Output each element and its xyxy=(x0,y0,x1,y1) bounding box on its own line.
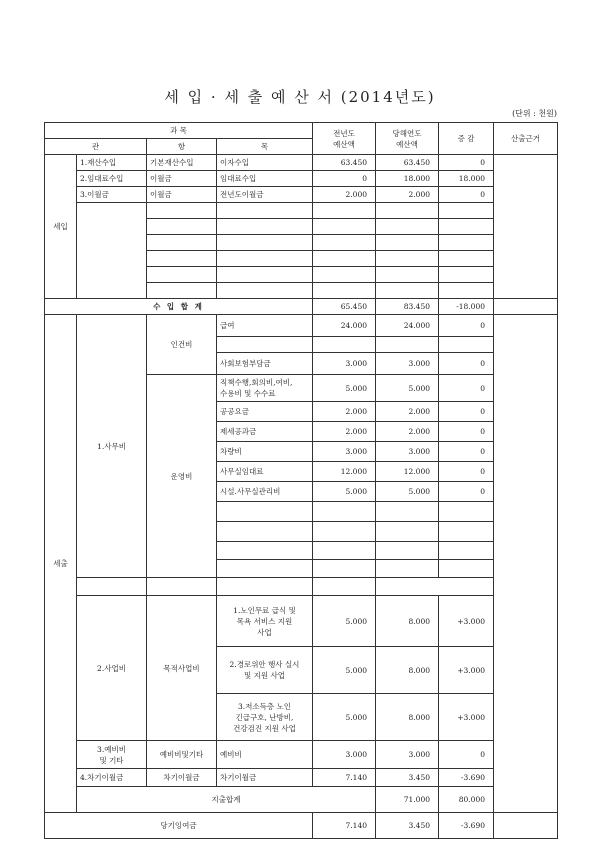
header-hang: 항 xyxy=(147,139,217,155)
document-title: 세 입 · 세 출 예 산 서 (2014년도) xyxy=(164,88,436,106)
operation-prev: 5.000 xyxy=(313,482,376,502)
expense-basis xyxy=(494,315,558,813)
header-mok: 목 xyxy=(217,139,313,155)
operation-diff: 0 xyxy=(439,462,494,482)
reserve-gwan: 3.예비비 및 기타 xyxy=(77,741,147,769)
operation-curr: 5.000 xyxy=(376,375,439,402)
reserve-curr: 3.000 xyxy=(376,741,439,769)
business-hang: 목적사업비 xyxy=(147,596,217,741)
business-prev: 5.000 xyxy=(313,694,376,741)
reserve-mok: 예비비 xyxy=(217,741,313,769)
income-hang: 이월금 xyxy=(147,171,217,187)
income-basis xyxy=(494,155,558,299)
operation-mok: 제세공과금 xyxy=(217,422,313,442)
income-curr: 18.000 xyxy=(376,171,439,187)
expense-total-curr: 80.000 xyxy=(439,787,494,813)
expense-total-row xyxy=(45,787,558,813)
carry-prev: 7.140 xyxy=(313,769,376,787)
operation-mok: 차량비 xyxy=(217,442,313,462)
expense-label: 세출 xyxy=(45,315,77,813)
empty-row xyxy=(45,203,558,219)
carry-gwan: 4.차기이월금 xyxy=(77,769,147,787)
income-label: 세입 xyxy=(45,155,77,299)
operation-diff: 0 xyxy=(439,402,494,422)
surplus-diff: -3.690 xyxy=(439,813,494,839)
personnel-diff: 0 xyxy=(439,353,494,375)
operation-curr: 12.000 xyxy=(376,462,439,482)
income-total-prev: 65.450 xyxy=(313,299,376,315)
income-hang: 기본재산수입 xyxy=(147,155,217,171)
table-row xyxy=(45,315,558,337)
operation-prev: 5.000 xyxy=(313,375,376,402)
income-total-curr: 83.450 xyxy=(376,299,439,315)
operation-diff xyxy=(439,522,494,542)
carry-curr: 3.450 xyxy=(376,769,439,787)
operation-curr: 2.000 xyxy=(376,422,439,442)
income-mok: 전년도이월금 xyxy=(217,187,313,203)
income-prev: 2.000 xyxy=(313,187,376,203)
header-row-1 xyxy=(45,123,558,139)
header-curr: 당해연도 예산액 xyxy=(376,123,439,155)
reserve-diff: 0 xyxy=(439,741,494,769)
income-mok: 임대료수입 xyxy=(217,171,313,187)
operation-diff xyxy=(439,502,494,522)
personnel-mok: 사회보험부담금 xyxy=(217,353,313,375)
business-diff: +3.000 xyxy=(439,647,494,694)
income-diff: 0 xyxy=(439,187,494,203)
operation-prev: 2.000 xyxy=(313,422,376,442)
operation-mok: 사무실임대료 xyxy=(217,462,313,482)
operation-diff: 0 xyxy=(439,482,494,502)
carry-diff: -3.690 xyxy=(439,769,494,787)
income-diff: 18.000 xyxy=(439,171,494,187)
income-gwan: 1.재산수입 xyxy=(77,155,147,171)
operation-diff: 0 xyxy=(439,442,494,462)
table-row xyxy=(45,187,558,203)
business-mok: 1.노인무료 급식 및 목욕 서비스 지원 사업 xyxy=(217,596,313,647)
reserve-hang: 예비비및기타 xyxy=(147,741,217,769)
operation-diff: 0 xyxy=(439,375,494,402)
income-diff: 0 xyxy=(439,155,494,171)
business-curr: 8.000 xyxy=(376,694,439,741)
operation-prev: 3.000 xyxy=(313,442,376,462)
empty-row xyxy=(45,578,558,596)
operation-curr: 2.000 xyxy=(376,402,439,422)
carry-mok: 차기이월금 xyxy=(217,769,313,787)
income-total-label: 수 입 합 계 xyxy=(45,299,313,315)
business-mok: 3.저소득층 노인 긴급구호, 난방비, 건강검진 지원 사업 xyxy=(217,694,313,741)
operation-curr xyxy=(376,502,439,522)
income-prev: 63.450 xyxy=(313,155,376,171)
business-prev: 5.000 xyxy=(313,596,376,647)
personnel-hang: 인건비 xyxy=(147,315,217,375)
operation-curr xyxy=(376,522,439,542)
operation-mok xyxy=(217,522,313,542)
table-row xyxy=(45,769,558,787)
personnel-mok: 급여 xyxy=(217,315,313,337)
table-row xyxy=(45,741,558,769)
table-row xyxy=(45,155,558,171)
table-row xyxy=(45,171,558,187)
operation-curr: 5.000 xyxy=(376,482,439,502)
operation-mok: 직책수행,회의비,여비, 수용비 및 수수료 xyxy=(217,375,313,402)
operation-prev xyxy=(313,522,376,542)
personnel-prev: 3.000 xyxy=(313,353,376,375)
operation-prev xyxy=(313,502,376,522)
operation-hang: 운영비 xyxy=(147,375,217,578)
income-prev: 0 xyxy=(313,171,376,187)
header-gwan: 관 xyxy=(45,139,147,155)
income-total-diff: -18.000 xyxy=(439,299,494,315)
business-prev: 5.000 xyxy=(313,647,376,694)
operation-mok xyxy=(217,502,313,522)
operation-mok: 공공요금 xyxy=(217,402,313,422)
office-gwan: 1.사무비 xyxy=(77,315,147,578)
business-diff: +3.000 xyxy=(439,596,494,647)
income-curr: 2.000 xyxy=(376,187,439,203)
operation-prev: 12.000 xyxy=(313,462,376,482)
expense-total-label: 지출합계 xyxy=(77,787,376,813)
operation-diff: 0 xyxy=(439,422,494,442)
personnel-curr: 3.000 xyxy=(376,353,439,375)
income-total-row xyxy=(45,299,558,315)
surplus-row xyxy=(45,813,558,839)
header-prev: 전년도 예산액 xyxy=(313,123,376,155)
unit-label: (단위 : 천원) xyxy=(512,109,557,118)
income-hang: 이월금 xyxy=(147,187,217,203)
income-mok: 이자수입 xyxy=(217,155,313,171)
budget-table xyxy=(44,122,558,839)
header-basis: 산출근거 xyxy=(494,123,558,155)
operation-prev: 2.000 xyxy=(313,402,376,422)
header-diff: 증 감 xyxy=(439,123,494,155)
operation-mok: 시설.사무실관리비 xyxy=(217,482,313,502)
personnel-prev: 24.000 xyxy=(313,315,376,337)
expense-total-prev: 71.000 xyxy=(376,787,439,813)
surplus-prev: 7.140 xyxy=(313,813,376,839)
carry-hang: 차기이월금 xyxy=(147,769,217,787)
income-gwan: 3.이월금 xyxy=(77,187,147,203)
business-mok: 2.경로위안 행사 실시 및 지원 사업 xyxy=(217,647,313,694)
operation-curr: 3.000 xyxy=(376,442,439,462)
surplus-label: 당기잉여금 xyxy=(45,813,313,839)
surplus-curr: 3.450 xyxy=(376,813,439,839)
business-diff: +3.000 xyxy=(439,694,494,741)
personnel-curr: 24.000 xyxy=(376,315,439,337)
reserve-prev: 3.000 xyxy=(313,741,376,769)
income-curr: 63.450 xyxy=(376,155,439,171)
table-row xyxy=(45,596,558,647)
income-gwan: 2.임대료수입 xyxy=(77,171,147,187)
business-curr: 8.000 xyxy=(376,647,439,694)
business-curr: 8.000 xyxy=(376,596,439,647)
header-gwamok: 과 목 xyxy=(45,123,313,139)
business-gwan: 2.사업비 xyxy=(77,596,147,741)
personnel-diff: 0 xyxy=(439,315,494,337)
